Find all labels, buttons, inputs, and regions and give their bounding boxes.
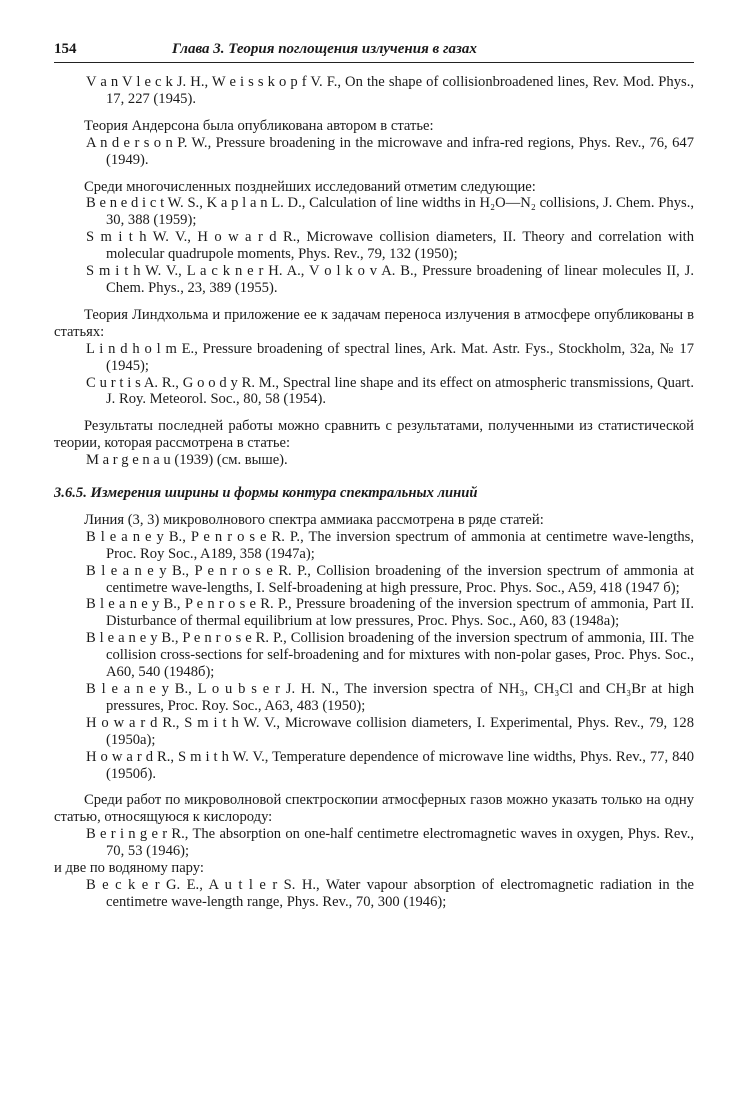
reference-entry: H o w a r d R., S m i t h W. V., Temperature dependence of microwave line widths, Phys. Rev., 77, 840 (1950б).	[86, 748, 694, 782]
running-title: Глава 3. Теория поглощения излучения в газах	[172, 41, 477, 57]
spacer	[54, 782, 694, 792]
spacer	[54, 469, 694, 485]
reference-entry: S m i t h W. V., L a c k n e r H. A., V o l k o v A. B., Pressure broadening of linear molecules II, J. Chem. Phys., 23, 389 (1955).	[86, 263, 694, 296]
reference-entry: H o w a r d R., S m i t h W. V., Microwave collision diameters, I. Experimental, Phys. Rev., 79, 128 (1950a);	[86, 714, 694, 748]
running-header	[54, 40, 694, 63]
reference-entry: M a r g e n a u (1939) (см. выше).	[86, 452, 288, 469]
spacer	[54, 169, 694, 179]
reference-entry: B e c k e r G. E., A u t l e r S. H., Water vapour absorption of electromagnetic radiation in the centimetre wave-length range, Phys. Rev., 70, 300 (1946);	[86, 876, 694, 910]
reference-entry: B l e a n e y B., P e n r o s e R. P., Collision broadening of the inversion spectrum of ammonia, III. The collision cross-sections for self-broadening and for mixtures with non-polar gases, Proc. Phys. Soc., A60, 540 (1948б);	[86, 630, 694, 681]
section-heading: 3.6.5. Измерения ширины и формы контура спектральных линий	[54, 485, 478, 502]
spacer	[54, 408, 694, 418]
reference-entry: B l e a n e y B., L o u b s e r J. H. N., The inversion spectra of NH₃, CH₃Cl and CH₃Br at high pressures, Proc. Roy. Soc., A63, 483 (1950);	[86, 681, 694, 714]
paragraph: Среди многочисленных позднейших исследований отметим следующие:	[84, 178, 536, 195]
reference-entry: C u r t i s A. R., G o o d y R. M., Spectral line shape and its effect on atmospheric transmissions, Quart. J. Roy. Meteorol. Soc., 80, 58 (1954).	[86, 374, 694, 408]
paragraph: Теория Андерсона была опубликована автором в статье:	[84, 117, 434, 134]
page-body	[54, 74, 694, 911]
paragraph: и две по водяному пару:	[54, 860, 204, 877]
reference-entry: V a n V l e c k J. H., W e i s s k o p f V. F., On the shape of collisionbroadened lines, Rev. Mod. Phys., 17, 227 (1945).	[86, 74, 694, 107]
spacer	[54, 502, 694, 512]
page-number: 154	[54, 41, 77, 57]
paragraph: Теория Линдхольма и приложение ее к задачам переноса излучения в атмосфере опубликованы в статьях:	[54, 306, 694, 340]
spacer	[54, 297, 694, 307]
reference-entry: B l e a n e y B., P e n r o s e R. P., Pressure broadening of the inversion spectrum of ammonia, Part II. Disturbance of thermal equilibrium at low pressures, Proc. Phys. Soc., A60, 83 (1948a);	[86, 596, 694, 630]
reference-entry: B e r i n g e r R., The absorption on one-half centimetre electromagnetic waves in oxygen, Phys. Rev., 70, 53 (1946);	[86, 826, 694, 860]
reference-entry: S m i t h W. V., H o w a r d R., Microwave collision diameters, II. Theory and correlation with molecular quadrupole moments, Phys. Rev., 79, 132 (1950);	[86, 229, 694, 263]
reference-entry: L i n d h o l m E., Pressure broadening of spectral lines, Ark. Mat. Astr. Fys., Stockholm, 32a, № 17 (1945);	[86, 340, 694, 374]
paragraph: Результаты последней работы можно сравнить с результатами, полученными из статистической теории, которая рассмотрена в статье:	[54, 418, 694, 452]
reference-entry: B l e a n e y B., P e n r o s e R. P., The inversion spectrum of ammonia at centimetre wave-lengths, Proc. Roy Soc., A189, 358 (1947a);	[86, 528, 694, 562]
spacer	[54, 108, 694, 118]
reference-entry: B l e a n e y B., P e n r o s e R. P., Collision broadening of the inversion spectrum of ammonia at centimetre wave-lengths, I. Self-broadening at high pressure, Proc. Phys. Soc., A59, 418 (1947 б);	[86, 562, 694, 596]
reference-entry: A n d e r s o n P. W., Pressure broadening in the microwave and infra-red regions, Phys. Rev., 76, 647 (1949).	[86, 134, 694, 168]
reference-entry: B e n e d i c t W. S., K a p l a n L. D., Calculation of line widths in H₂O—N₂ collisions, J. Chem. Phys., 30, 388 (1959);	[86, 195, 694, 229]
paragraph: Среди работ по микроволновой спектроскопии атмосферных газов можно указать только на одну статью, относящуюся к кислороду:	[54, 792, 694, 826]
paragraph: Линия (3, 3) микроволнового спектра аммиака рассмотрена в ряде статей:	[84, 511, 544, 528]
